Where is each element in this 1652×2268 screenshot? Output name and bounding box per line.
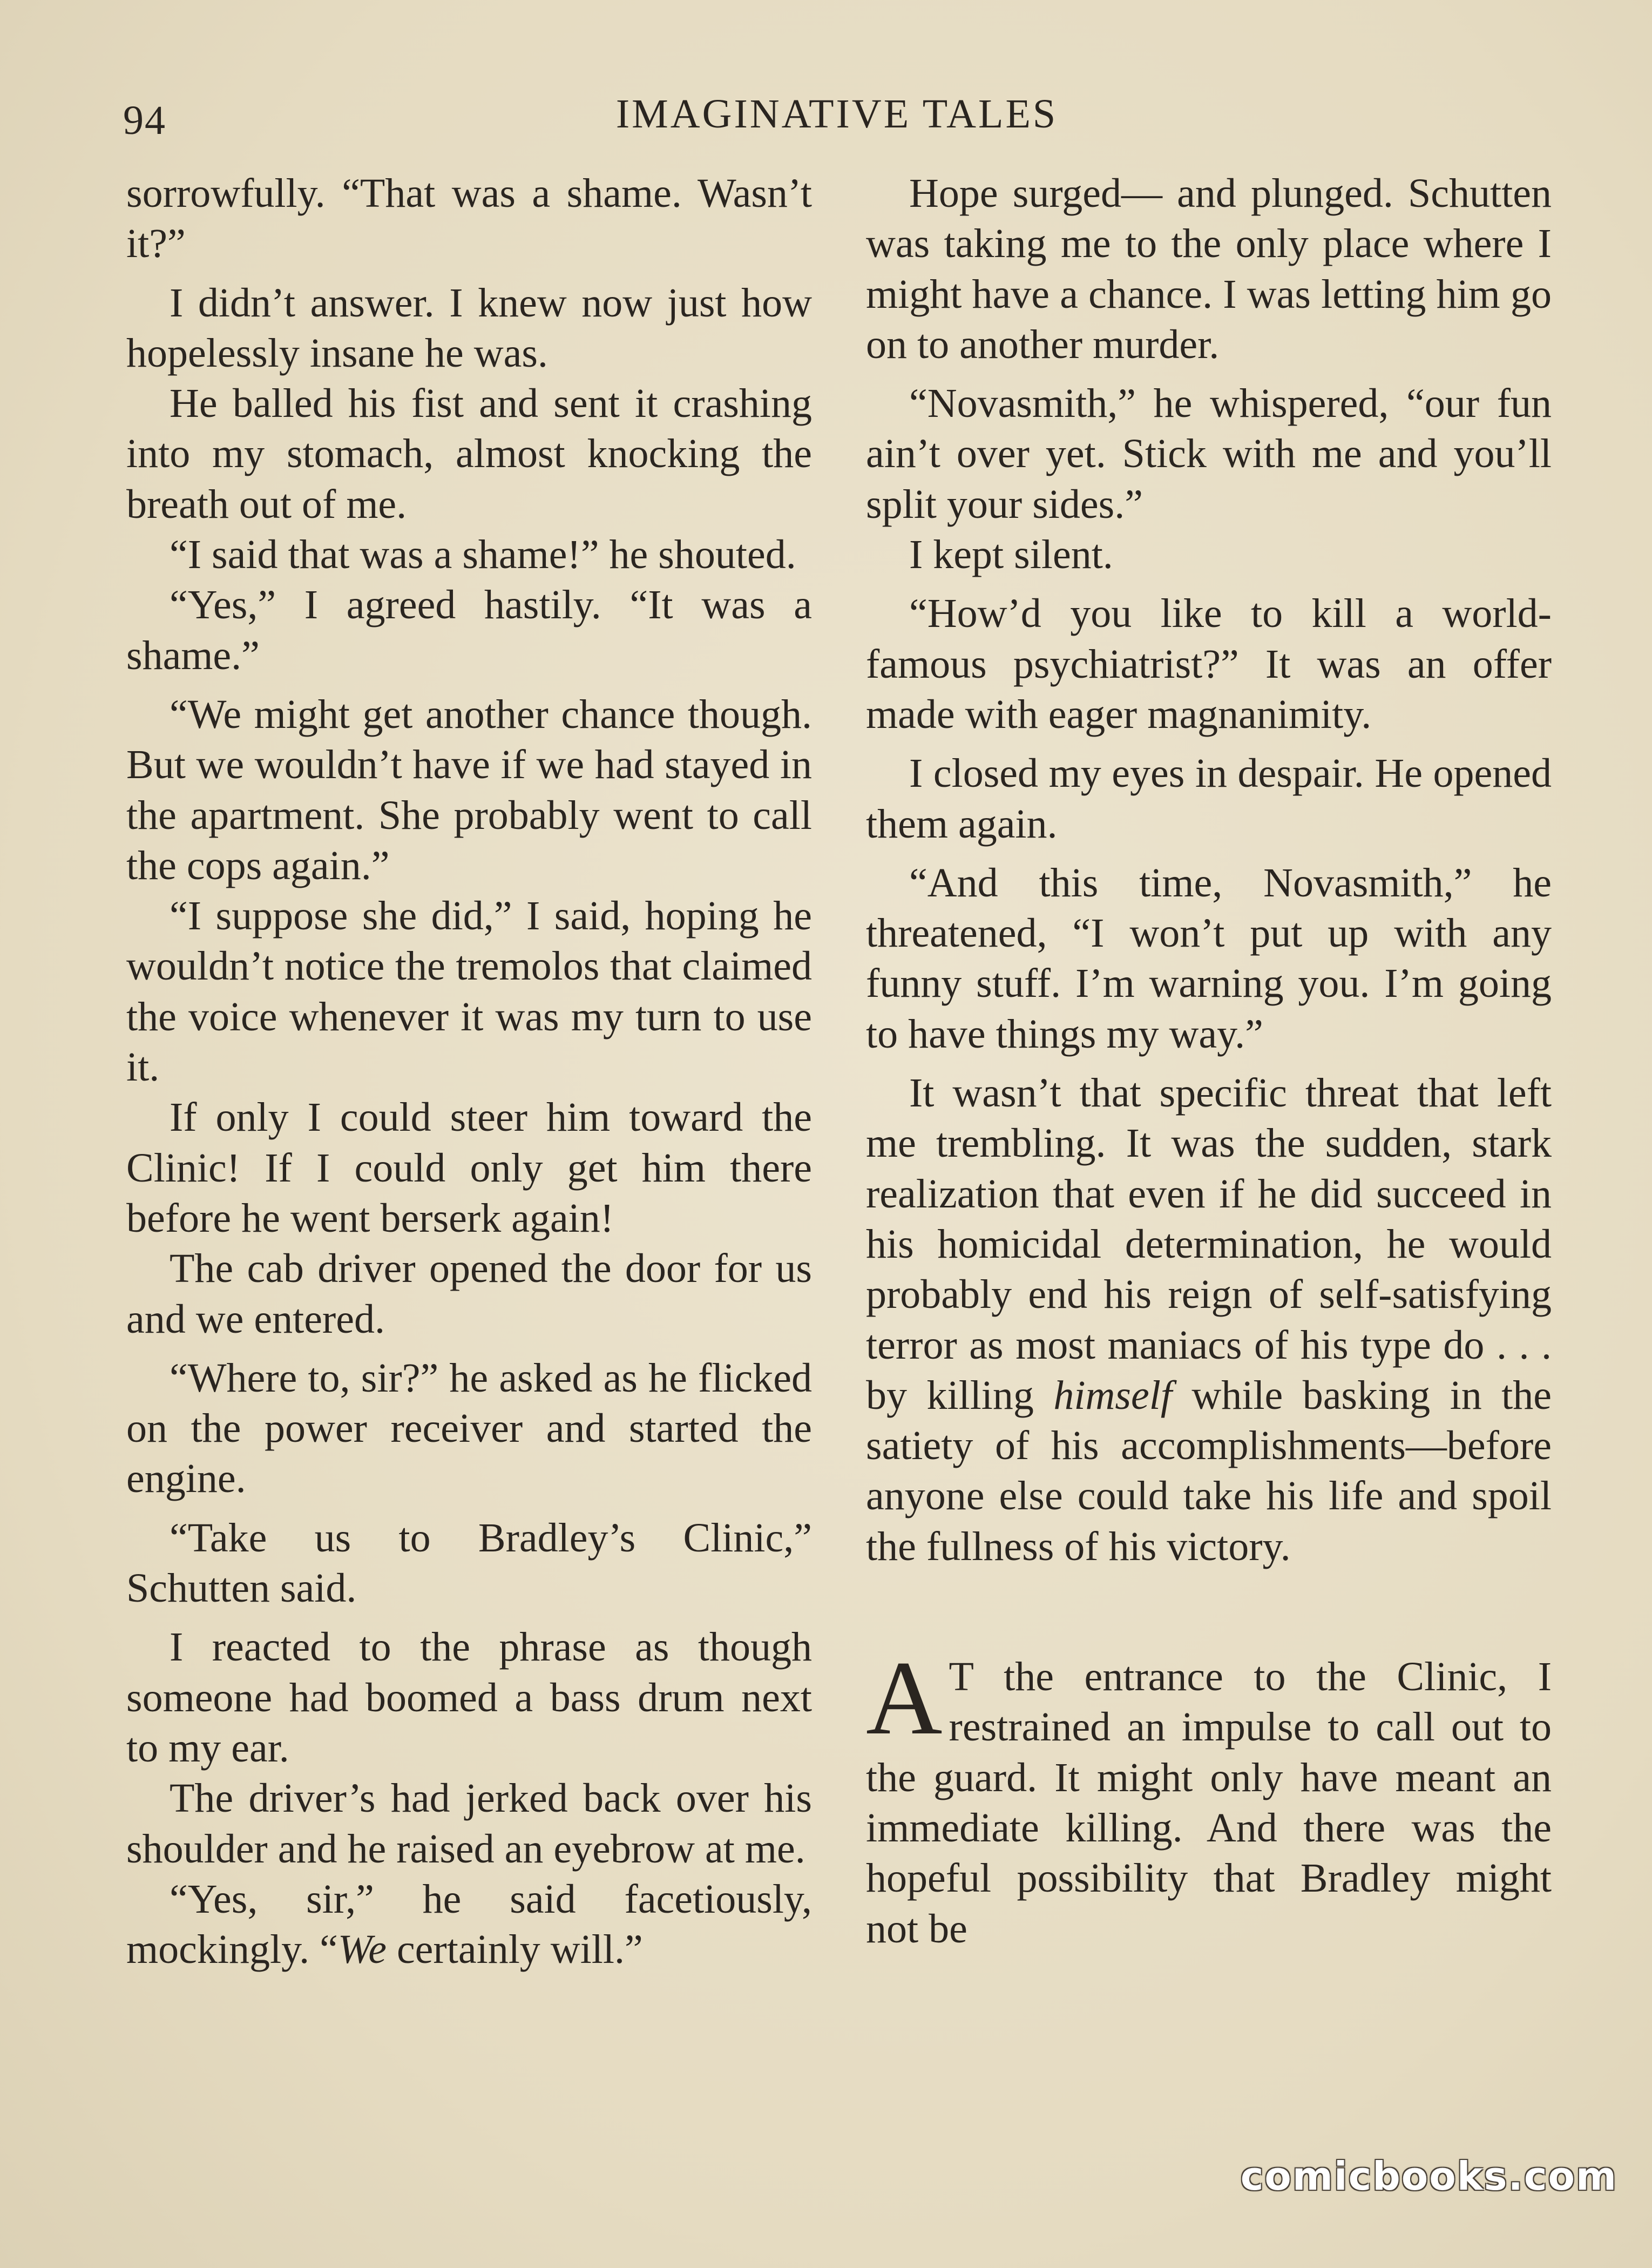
paragraph: I kept silent. bbox=[909, 532, 1113, 578]
drop-cap: A bbox=[866, 1639, 943, 1757]
right-column bbox=[866, 168, 1552, 1954]
paragraph: “Where to, sir?” he asked as he flicked on the power receiver and started the engine. bbox=[126, 1355, 812, 1502]
left-column bbox=[126, 168, 812, 1975]
paragraph: He balled his fist and sent it crashing into my stomach, almost knocking the breath out of me. bbox=[126, 381, 812, 527]
paragraph-text: “Yes, sir,” he said facetiously, mockingly. “ bbox=[126, 1876, 812, 1973]
paragraph: “We might get another chance though. But we wouldn’t have if we had stayed in the apartment. She probably went to call the cops again.” bbox=[126, 691, 812, 888]
paragraph bbox=[866, 1068, 1552, 1572]
paragraph: I didn’t answer. I knew now just how hopelessly insane he was. bbox=[126, 280, 812, 376]
paragraph: “Novasmith,” he whispered, “our fun ain’t over yet. Stick with me and you’ll split your sides.” bbox=[866, 381, 1552, 527]
paragraph-text: It wasn’t that specific threat that left me trembling. It was the sudden, stark realization that even if he did succeed in his homicidal determination, he would probably end his reign of self-satisfying terror as most maniacs of his type do . . . by killing bbox=[866, 1070, 1552, 1418]
emphasis-text: We bbox=[337, 1927, 387, 1973]
emphasis-text: himself bbox=[1053, 1372, 1172, 1418]
paragraph: “I suppose she did,” I said, hoping he wouldn’t notice the tremolos that claimed the voice whenever it was my turn to use it. bbox=[126, 893, 812, 1090]
paragraph: “Yes,” I agreed hastily. “It was a shame.” bbox=[126, 582, 812, 678]
paragraph-text: certainly will.” bbox=[386, 1927, 643, 1973]
paragraph: The cab driver opened the door for us and we entered. bbox=[126, 1246, 812, 1342]
paragraph: “Take us to Bradley’s Clinic,” Schutten said. bbox=[126, 1515, 812, 1611]
watermark-logo: comicbooks.com bbox=[1240, 2154, 1617, 2199]
paragraph: “And this time, Novasmith,” he threatened, “I won’t put up with any funny stuff. I’m warning you. I’m going to have things my way.” bbox=[866, 860, 1552, 1057]
paragraph: Hope surged— and plunged. Schutten was taking me to the only place where I might have a chance. I was letting him go on to another murder. bbox=[866, 171, 1552, 367]
paragraph: The driver’s had jerked back over his shoulder and he raised an eyebrow at me. bbox=[126, 1776, 812, 1872]
paragraph: I closed my eyes in despair. He opened them again. bbox=[866, 751, 1552, 847]
paragraph-text: T the entrance to the Clinic, I restrained an impulse to call out to the guard. It might only have meant an immediate killing. And there was the hopeful possibility that Bradley might not be bbox=[866, 1654, 1552, 1952]
section-opening-paragraph bbox=[866, 1639, 1552, 1954]
paragraph: I reacted to the phrase as though someone had boomed a bass drum next to my ear. bbox=[126, 1624, 812, 1771]
page-number: 94 bbox=[123, 98, 166, 143]
paragraph: sorrowfully. “That was a shame. Wasn’t it?” bbox=[126, 171, 812, 267]
paragraph bbox=[126, 1874, 812, 1975]
paragraph: “How’d you like to kill a world-famous psychiatrist?” It was an offer made with eager magnanimity. bbox=[866, 591, 1552, 737]
paragraph-text: while basking in the satiety of his accomplishments—before anyone else could take his life and spoil the fullness of his victory. bbox=[866, 1372, 1552, 1569]
paragraph: If only I could steer him toward the Clinic! If I could only get him there before he went berserk again! bbox=[126, 1095, 812, 1241]
running-title: IMAGINATIVE TALES bbox=[615, 91, 1058, 137]
paragraph: “I said that was a shame!” he shouted. bbox=[170, 532, 796, 578]
